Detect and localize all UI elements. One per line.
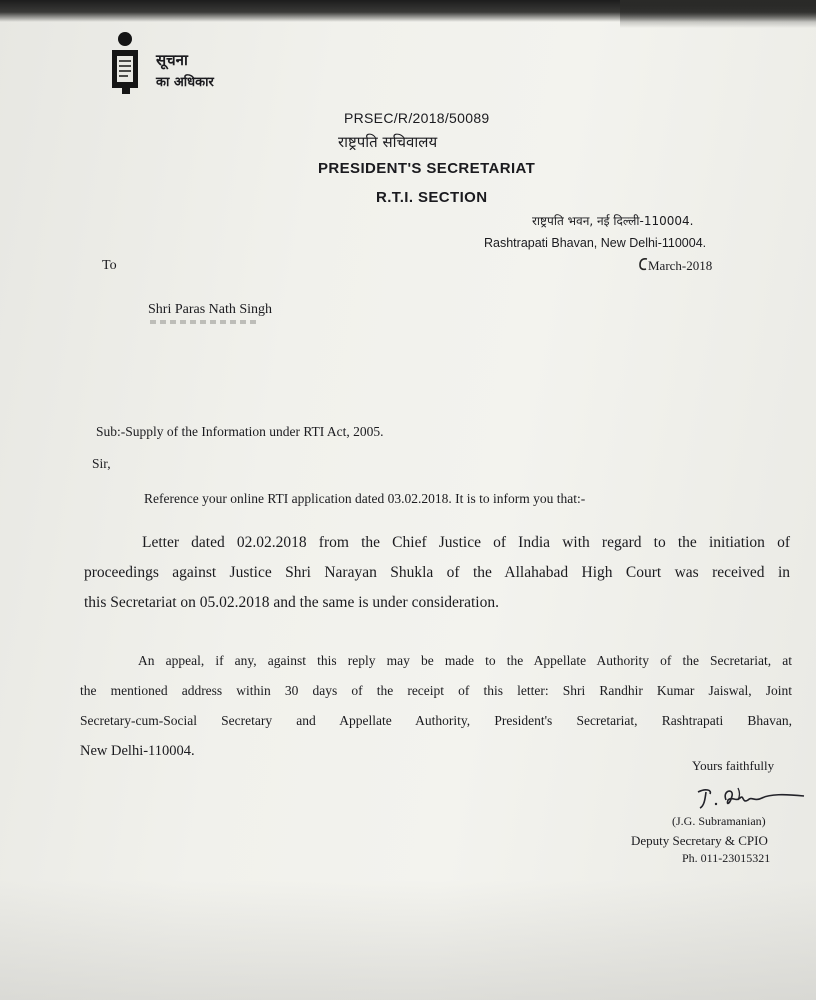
- reference-paragraph: Reference your online RTI application dated 03.02.2018. It is to inform you that:-: [144, 491, 586, 506]
- office-name-hindi: राष्ट्रपति सचिवालय: [338, 133, 438, 151]
- logo-line-1: सूचना: [156, 51, 188, 69]
- section-name: R.T.I. SECTION: [376, 189, 488, 206]
- appeal-paragraph: [80, 646, 792, 766]
- appeal-line: Secretary-cum-Social Secretary and Appellate Authority, President's Secretariat, Rashtrapati Bhavan,: [80, 713, 792, 728]
- recipient-name: Shri Paras Nath Singh: [148, 302, 273, 317]
- logo-line-2: का अधिकार: [156, 75, 214, 90]
- address-hindi: राष्ट्रपति भवन, नई दिल्ली-110004.: [532, 214, 694, 228]
- handwritten-day-mark: [638, 256, 648, 277]
- appeal-line: the mentioned address within 30 days of the receipt of this letter: Shri Randhir Kumar Jaiswal, Joint: [80, 683, 792, 698]
- office-name-english: PRESIDENT'S SECRETARIAT: [318, 160, 536, 177]
- information-line: this Secretariat on 05.02.2018 and the same is under consideration.: [84, 594, 499, 611]
- reference-number: PRSEC/R/2018/50089: [344, 110, 490, 126]
- information-line: Letter dated 02.02.2018 from the Chief Justice of India with regard to the initiation of: [142, 534, 790, 551]
- appeal-line: An appeal, if any, against this reply may be made to the Appellate Authority of the Secretariat, at: [138, 653, 792, 668]
- to-label: To: [102, 258, 117, 273]
- information-line: proceedings against Justice Shri Narayan Shukla of the Allahabad High Court was received in: [84, 564, 790, 581]
- signatory-name: (J.G. Subramanian): [672, 814, 766, 828]
- recipient-address-faint: [150, 320, 260, 324]
- scan-shadow-bottom: [0, 880, 816, 1000]
- closing: Yours faithfully: [692, 758, 775, 773]
- signatory-designation: Deputy Secretary & CPIO: [631, 833, 768, 848]
- address-english: Rashtrapati Bhavan, New Delhi-110004.: [484, 236, 707, 250]
- signatory-phone: Ph. 011-23015321: [682, 851, 771, 865]
- subject-line: Sub:-Supply of the Information under RTI Act, 2005.: [96, 424, 384, 439]
- information-paragraph: [84, 528, 790, 618]
- salutation: Sir,: [92, 456, 111, 471]
- signature-image: [692, 782, 812, 816]
- letter-date: March-2018: [648, 258, 713, 273]
- appeal-line: New Delhi-110004.: [80, 743, 195, 759]
- scan-shadow-top-right: [620, 0, 816, 28]
